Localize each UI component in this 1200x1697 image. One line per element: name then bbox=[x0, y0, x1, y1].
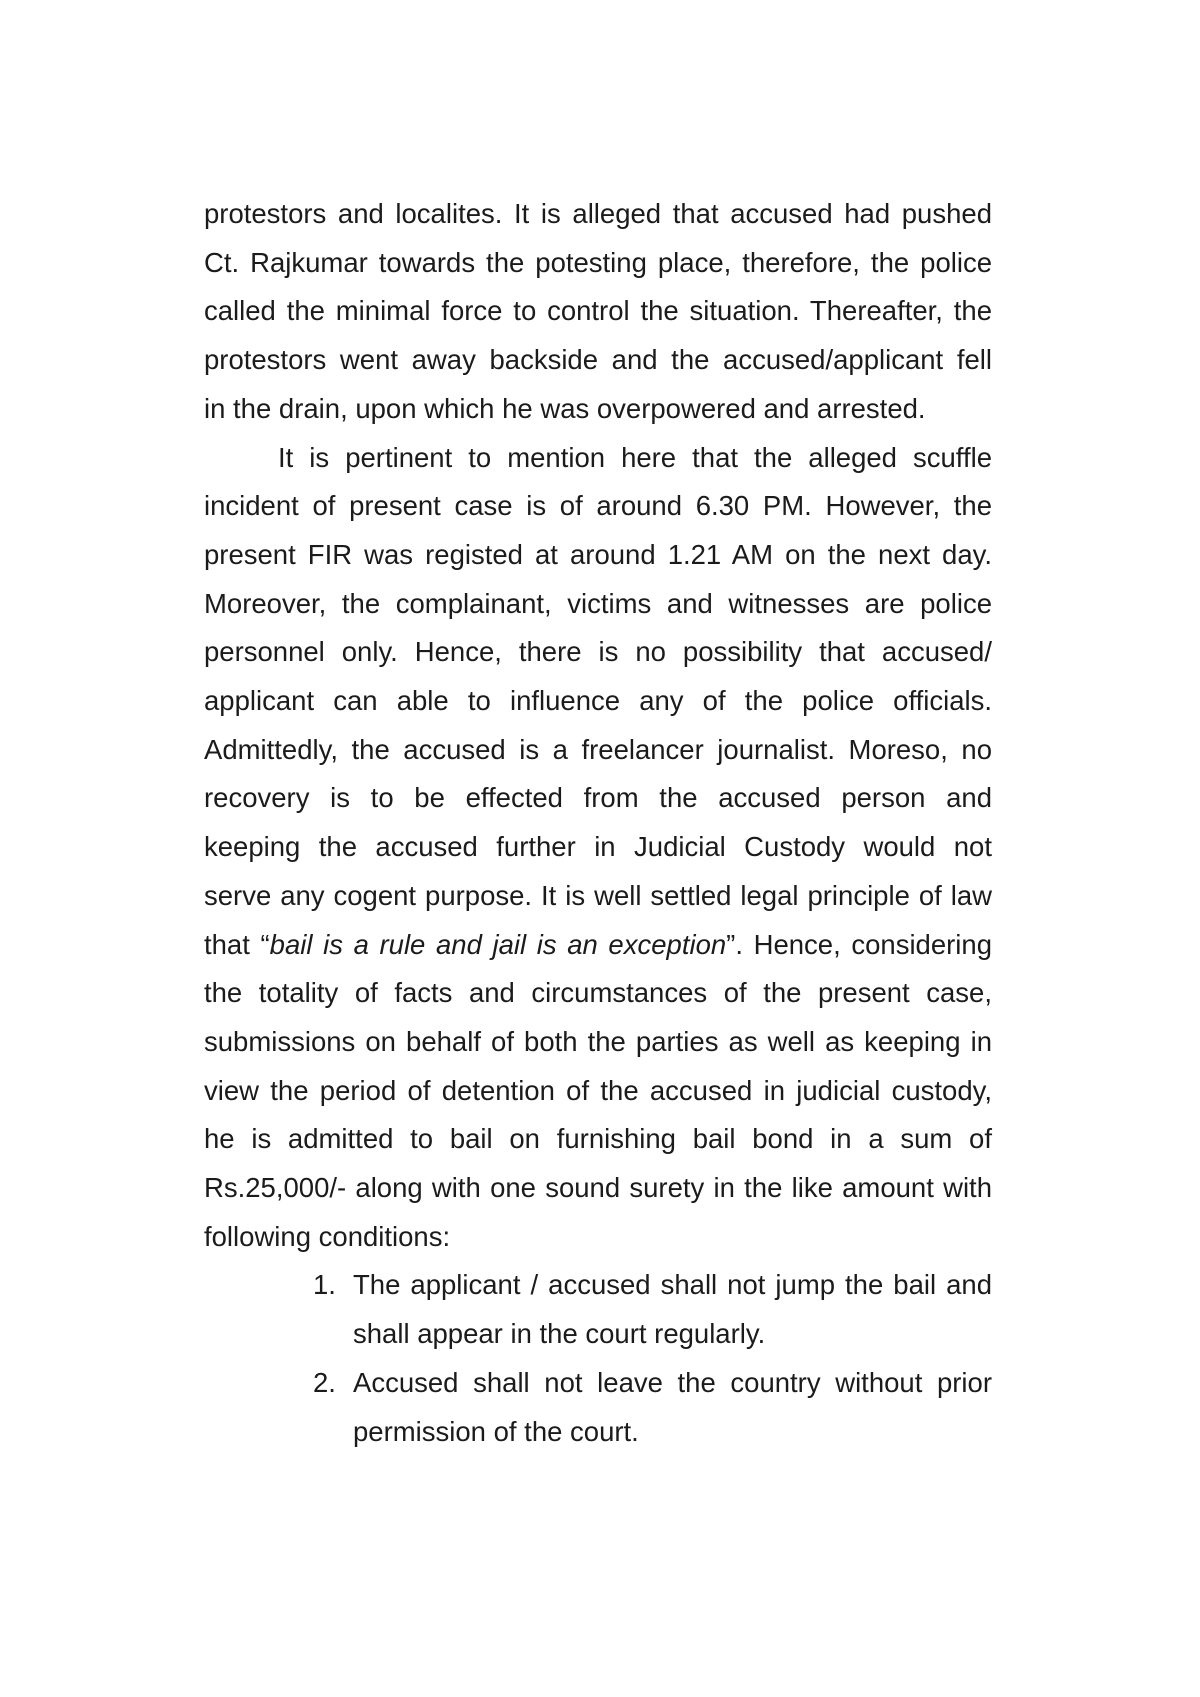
list-number: 1. bbox=[313, 1269, 336, 1301]
paragraph-1 bbox=[204, 190, 992, 434]
text-line: following conditions: bbox=[204, 1220, 451, 1252]
paragraph-2 bbox=[204, 434, 992, 1262]
text-line: he is admitted to bail on furnishing bail bond in a sum of bbox=[204, 1123, 992, 1155]
text-line: personnel only. Hence, there is no possibility that accused/ bbox=[204, 636, 992, 668]
text-line: called the minimal force to control the situation. Thereafter, the bbox=[204, 295, 992, 327]
condition-item-2 bbox=[204, 1359, 992, 1456]
text-line: permission of the court. bbox=[353, 1415, 639, 1447]
text-line: The applicant / accused shall not jump the bail and bbox=[353, 1269, 992, 1301]
text-block bbox=[204, 190, 992, 1456]
text-line: Admittedly, the accused is a freelancer journalist. Moreso, no bbox=[204, 733, 992, 765]
text-line: present FIR was registed at around 1.21 AM on the next day. bbox=[204, 538, 992, 570]
quote-suffix: ”. Hence, considering bbox=[726, 928, 992, 960]
text-line: keeping the accused further in Judicial Custody would not bbox=[204, 831, 992, 863]
condition-item-1 bbox=[204, 1261, 992, 1358]
text-line: serve any cogent purpose. It is well settled legal principle of law bbox=[204, 879, 992, 911]
text-line: view the period of detention of the accused in judicial custody, bbox=[204, 1074, 992, 1106]
text-line: Ct. Rajkumar towards the potesting place, therefore, the police bbox=[204, 246, 992, 278]
text-line: in the drain, upon which he was overpowered and arrested. bbox=[204, 392, 926, 424]
text-line-with-quote bbox=[204, 921, 992, 970]
text-line: Accused shall not leave the country without prior bbox=[353, 1366, 992, 1398]
text-line: the totality of facts and circumstances of the present case, bbox=[204, 977, 992, 1009]
text-line: protestors went away backside and the accused/applicant fell bbox=[204, 344, 992, 376]
text-line: It is pertinent to mention here that the alleged scuffle bbox=[278, 441, 992, 473]
conditions-list bbox=[204, 1261, 992, 1456]
text-line: submissions on behalf of both the parties as well as keeping in bbox=[204, 1025, 992, 1057]
quote-italic-text: bail is a rule and jail is an exception bbox=[269, 928, 727, 960]
text-line: shall appear in the court regularly. bbox=[353, 1318, 766, 1350]
text-line: Moreover, the complainant, victims and witnesses are police bbox=[204, 587, 992, 619]
list-number: 2. bbox=[313, 1366, 336, 1398]
text-line: applicant can able to influence any of the police officials. bbox=[204, 685, 992, 717]
text-line: Rs.25,000/- along with one sound surety in the like amount with bbox=[204, 1172, 992, 1204]
text-line: incident of present case is of around 6.30 PM. However, the bbox=[204, 490, 992, 522]
text-line: protestors and localites. It is alleged that accused had pushed bbox=[204, 198, 992, 229]
quote-prefix: that “ bbox=[204, 928, 270, 960]
text-line: recovery is to be effected from the accused person and bbox=[204, 782, 992, 814]
